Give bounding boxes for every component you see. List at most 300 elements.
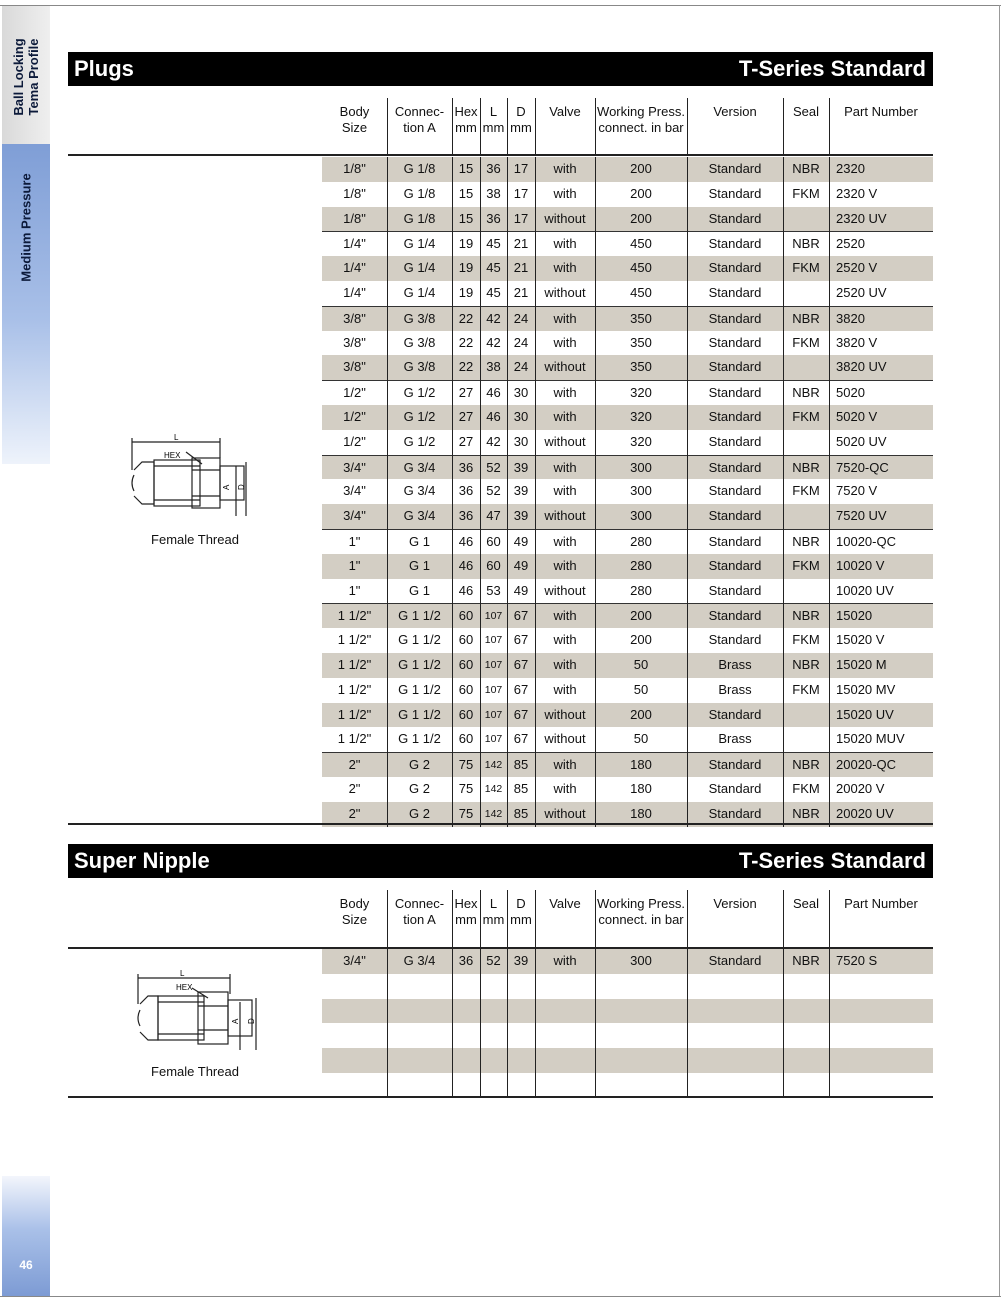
header-rule [68, 154, 933, 156]
cell-pressure [595, 1073, 687, 1098]
cell-seal: FKM [792, 334, 820, 350]
cell-version: Standard [708, 433, 762, 449]
cell-connection: G 2 [409, 805, 430, 821]
cell-connection [387, 1023, 452, 1048]
cell-body-size: 1" [348, 557, 361, 573]
column-divider [535, 157, 536, 827]
cell-hex: 60 [458, 632, 474, 648]
header-line: Connec- [394, 896, 445, 911]
cell-connection: G 3/8 [403, 334, 436, 350]
cell-d [507, 1023, 535, 1048]
cell-pressure: 450 [630, 236, 652, 252]
cell-part-number [829, 1073, 933, 1098]
cell-part-number: 15020 MV [836, 681, 896, 697]
header-valve [535, 104, 595, 120]
cell-part-number: 3820 UV [836, 359, 887, 375]
cell-part-number: 20020 UV [836, 805, 894, 821]
cell-connection: G 3/4 [403, 953, 436, 968]
cell-hex [452, 1073, 480, 1098]
cell-valve: with [553, 408, 577, 424]
cell-seal: NBR [792, 805, 820, 821]
cell-body-size: 1/2" [343, 433, 366, 449]
cell-valve: without [544, 582, 586, 598]
header-body-size [322, 896, 387, 928]
cell-body-size: 2" [348, 780, 361, 796]
cell-valve: with [553, 780, 577, 796]
cell-valve: with [553, 459, 577, 475]
cell-d: 49 [513, 582, 529, 598]
cell-seal: NBR [792, 385, 820, 401]
cell-version [687, 999, 783, 1024]
cell-part-number: 10020 UV [836, 582, 894, 598]
cell-part-number: 2520 [836, 236, 865, 252]
cell-version: Standard [708, 385, 762, 401]
header-column-divider [480, 98, 481, 156]
header-column-divider [535, 98, 536, 156]
cell-seal: FKM [792, 260, 820, 276]
header-line: mm [510, 912, 532, 927]
header-line: mm [482, 912, 505, 927]
header-connection [387, 104, 452, 136]
table-row [322, 355, 933, 380]
cell-pressure: 200 [630, 608, 652, 624]
column-divider [535, 949, 536, 1098]
cell-hex [452, 1023, 480, 1048]
cell-connection: G 1 1/2 [398, 608, 441, 624]
super-nipple-drawing [134, 968, 262, 1059]
cell-pressure: 200 [630, 185, 652, 201]
cell-seal [783, 1073, 829, 1098]
cell-connection: G 1 1/2 [398, 632, 441, 648]
cell-l: 142 [484, 782, 503, 795]
cell-body-size: 1/2" [343, 385, 366, 401]
cell-body-size: 3/8" [343, 359, 366, 375]
cell-pressure: 300 [630, 953, 652, 968]
cell-hex: 19 [458, 236, 474, 252]
cell-part-number: 20020-QC [836, 757, 896, 773]
cell-hex: 46 [458, 582, 474, 598]
cell-seal [783, 430, 829, 455]
cell-hex: 36 [458, 953, 474, 968]
cell-d [507, 1048, 535, 1073]
cell-hex: 75 [458, 780, 474, 796]
table-row [322, 430, 933, 455]
cell-d: 49 [513, 533, 529, 549]
cell-seal: FKM [792, 681, 820, 697]
cell-hex: 75 [458, 805, 474, 821]
header-pressure [595, 104, 687, 136]
cell-d: 21 [513, 260, 529, 276]
drawing-label-l: L [174, 433, 179, 442]
cell-part-number: 5020 UV [836, 433, 887, 449]
column-divider [387, 949, 388, 1098]
cell-connection: G 2 [409, 757, 430, 773]
cell-valve: with [553, 236, 577, 252]
cell-part-number: 15020 UV [836, 706, 894, 722]
super-nipple-title-bar [68, 844, 933, 878]
cell-l: 36 [486, 210, 501, 226]
drawing-caption: Female Thread [151, 532, 239, 547]
cell-part-number: 10020 V [836, 557, 885, 573]
header-column-divider [687, 98, 688, 156]
cell-version: Standard [708, 359, 762, 375]
column-divider [387, 157, 388, 827]
cell-hex: 46 [458, 533, 474, 549]
table-row [322, 182, 933, 207]
cell-part-number: 15020 M [836, 656, 887, 672]
cell-version: Standard [708, 408, 762, 424]
cell-part-number: 15020 MUV [836, 731, 905, 747]
cell-body-size: 1/8" [343, 161, 366, 176]
column-divider [452, 157, 453, 827]
cell-seal: NBR [792, 656, 820, 672]
cell-valve: without [544, 731, 586, 747]
cell-d: 39 [513, 483, 529, 499]
cell-body-size: 1 1/2" [337, 656, 372, 672]
cell-pressure: 50 [633, 656, 649, 672]
cell-version: Standard [708, 557, 762, 573]
cell-d: 24 [513, 310, 529, 326]
cell-valve: with [553, 608, 577, 624]
cell-version: Standard [708, 508, 762, 524]
table-row [322, 207, 933, 232]
cell-pressure: 320 [630, 408, 652, 424]
cell-d: 67 [513, 706, 529, 722]
cell-connection: G 1 1/2 [398, 656, 441, 672]
header-pressure [595, 896, 687, 928]
cell-version [687, 1023, 783, 1048]
cell-pressure: 200 [630, 706, 652, 722]
cell-part-number: 2320 V [836, 185, 878, 201]
cell-l: 38 [486, 359, 501, 375]
cell-seal: FKM [792, 780, 820, 796]
header-part-number [829, 896, 933, 912]
cell-l: 42 [486, 334, 501, 350]
header-line: L [489, 896, 498, 911]
cell-seal [783, 999, 829, 1024]
cell-l: 107 [484, 658, 503, 671]
cell-valve: with [553, 334, 577, 350]
table-row [322, 331, 933, 356]
table-row [322, 999, 933, 1024]
cell-version: Standard [708, 582, 762, 598]
cell-seal: FKM [792, 557, 820, 573]
header-line: mm [455, 912, 477, 927]
cell-hex: 27 [458, 408, 474, 424]
cell-body-size: 3/8" [343, 310, 366, 326]
header-connection [387, 896, 452, 928]
cell-pressure [595, 974, 687, 999]
cell-seal [783, 207, 829, 232]
cell-part-number: 3820 [836, 310, 865, 326]
cell-version: Standard [708, 210, 762, 226]
cell-part-number: 7520-QC [836, 459, 889, 475]
header-line: connect. in bar [598, 120, 684, 135]
cell-connection [387, 974, 452, 999]
cell-body-size: 3/8" [343, 334, 366, 350]
cell-pressure [595, 1023, 687, 1048]
cell-version: Standard [708, 757, 762, 773]
header-l [480, 896, 507, 928]
cell-valve: with [553, 310, 577, 326]
cell-part-number: 10020-QC [836, 533, 896, 549]
cell-seal: FKM [792, 408, 820, 424]
cell-l [480, 1073, 507, 1098]
cell-pressure: 280 [630, 557, 652, 573]
drawing-label-d: D [237, 484, 246, 490]
tab-medium-pressure[interactable] [2, 144, 50, 464]
cell-part-number: 5020 V [836, 408, 878, 424]
cell-part-number: 7520 V [836, 483, 878, 499]
cell-connection: G 1 1/2 [398, 681, 441, 697]
cell-connection: G 3/8 [403, 359, 436, 375]
cell-body-size: 3/4" [343, 953, 366, 968]
cell-hex: 36 [458, 508, 474, 524]
cell-part-number: 20020 V [836, 780, 885, 796]
header-column-divider [535, 890, 536, 948]
cell-seal: NBR [792, 310, 820, 326]
header-line: Seal [792, 896, 820, 911]
cell-version: Standard [708, 780, 762, 796]
cell-l: 46 [486, 408, 501, 424]
table-row [322, 455, 933, 480]
plugs-title-bar [68, 52, 933, 86]
column-divider [480, 949, 481, 1098]
cell-d: 17 [513, 161, 529, 176]
cell-d: 24 [513, 334, 529, 350]
cell-d: 39 [513, 953, 529, 968]
cell-pressure: 280 [630, 582, 652, 598]
cell-body-size [322, 999, 387, 1024]
table-row [322, 405, 933, 430]
header-l [480, 104, 507, 136]
cell-connection: G 1/2 [403, 433, 436, 449]
cell-valve: without [544, 706, 586, 722]
header-line: mm [510, 120, 532, 135]
cell-l: 42 [486, 310, 501, 326]
header-column-divider [480, 890, 481, 948]
cell-seal: NBR [792, 533, 820, 549]
column-divider [829, 157, 830, 827]
cell-d: 17 [513, 185, 529, 201]
table-row [322, 949, 933, 974]
cell-l: 107 [484, 610, 503, 623]
cell-body-size: 1" [348, 533, 361, 549]
cell-hex: 60 [458, 656, 474, 672]
header-column-divider [595, 98, 596, 156]
cell-version: Standard [708, 334, 762, 350]
cell-hex: 46 [458, 557, 474, 573]
cell-hex: 60 [458, 706, 474, 722]
page-number: 46 [19, 1258, 33, 1272]
column-divider [829, 949, 830, 1098]
header-line: tion A [403, 912, 436, 927]
drawing-label-hex: HEX [164, 451, 181, 460]
cell-body-size: 1" [348, 582, 361, 598]
cell-seal: NBR [792, 953, 820, 968]
cell-body-size: 1 1/2" [337, 608, 372, 624]
cell-body-size: 1/4" [343, 236, 366, 252]
header-column-divider [387, 98, 388, 156]
cell-seal: NBR [792, 459, 820, 475]
table-row [322, 554, 933, 579]
cell-version: Standard [708, 533, 762, 549]
cell-pressure: 320 [630, 433, 652, 449]
cell-d [507, 999, 535, 1024]
header-column-divider [507, 98, 508, 156]
cell-valve: without [544, 805, 586, 821]
column-divider [507, 157, 508, 827]
cell-connection: G 1 1/2 [398, 706, 441, 722]
cell-connection: G 1/2 [403, 385, 436, 401]
table-row [322, 529, 933, 554]
section-title: Super Nipple [74, 848, 210, 873]
cell-valve [535, 1023, 595, 1048]
tab-ball-locking[interactable] [2, 6, 50, 144]
header-line: Version [713, 104, 757, 119]
plugs-table [322, 157, 933, 827]
cell-body-size [322, 1023, 387, 1048]
cell-body-size: 2" [348, 757, 361, 773]
cell-valve: with [553, 533, 577, 549]
cell-l: 52 [486, 483, 501, 499]
cell-l [480, 999, 507, 1024]
table-row [322, 231, 933, 256]
table-row [322, 579, 933, 604]
cell-part-number [829, 1048, 933, 1073]
cell-pressure: 320 [630, 385, 652, 401]
column-divider [507, 949, 508, 1098]
cell-pressure: 350 [630, 359, 652, 375]
cell-d: 49 [513, 557, 529, 573]
cell-d [507, 974, 535, 999]
cell-body-size: 1/4" [343, 284, 366, 300]
cell-pressure: 180 [630, 780, 652, 796]
cell-connection: G 1/2 [403, 408, 436, 424]
cell-l: 36 [486, 161, 501, 176]
cell-pressure: 280 [630, 533, 652, 549]
cell-l: 46 [486, 385, 501, 401]
header-line: Version [713, 896, 757, 911]
drawing-label-l: L [180, 969, 185, 978]
cell-seal [783, 281, 829, 306]
column-divider [595, 949, 596, 1098]
cell-seal [783, 974, 829, 999]
cell-seal: NBR [792, 757, 820, 773]
cell-part-number: 7520 S [836, 953, 878, 968]
right-border [999, 5, 1000, 1297]
header-line: connect. in bar [598, 912, 684, 927]
header-line: Connec- [394, 104, 445, 119]
cell-valve: with [553, 757, 577, 773]
cell-pressure: 300 [630, 483, 652, 499]
cell-pressure: 200 [630, 161, 652, 176]
cell-d: 39 [513, 459, 529, 475]
cell-part-number: 15020 [836, 608, 873, 624]
cell-connection: G 3/4 [403, 459, 436, 475]
cell-seal: FKM [792, 632, 820, 648]
table-row [322, 974, 933, 999]
cell-version: Standard [708, 185, 762, 201]
cell-d: 67 [513, 656, 529, 672]
cell-seal [783, 703, 829, 728]
cell-connection: G 1/8 [403, 185, 436, 201]
cell-body-size: 3/4" [343, 508, 366, 524]
cell-version: Standard [708, 236, 762, 252]
table-row [322, 1048, 933, 1073]
sidebar [2, 6, 50, 1296]
table-row [322, 157, 933, 182]
cell-l: 107 [484, 634, 503, 647]
header-part-number [829, 104, 933, 120]
header-line: Hex [454, 896, 478, 911]
table-bottom-rule [68, 1096, 933, 1098]
cell-d: 67 [513, 632, 529, 648]
cell-part-number: 2320 UV [836, 210, 887, 226]
drawing-caption: Female Thread [151, 1064, 239, 1079]
cell-part-number: 3820 V [836, 334, 878, 350]
column-divider [783, 949, 784, 1098]
cell-hex: 27 [458, 433, 474, 449]
cell-connection [387, 999, 452, 1024]
cell-l: 60 [486, 533, 501, 549]
column-divider [687, 949, 688, 1098]
header-version [687, 896, 783, 912]
cell-version: Brass [718, 681, 752, 697]
cell-valve: with [553, 656, 577, 672]
cell-pressure: 350 [630, 310, 652, 326]
header-line: Valve [549, 896, 581, 911]
cell-valve: without [544, 210, 586, 226]
cell-version: Standard [708, 260, 762, 276]
cell-pressure: 180 [630, 805, 652, 821]
cell-hex [452, 1048, 480, 1073]
cell-l [480, 974, 507, 999]
cell-body-size: 1 1/2" [337, 706, 372, 722]
column-divider [480, 157, 481, 827]
cell-version: Standard [708, 706, 762, 722]
cell-hex: 60 [458, 681, 474, 697]
super-nipple-table [322, 949, 933, 1098]
table-row [322, 1023, 933, 1048]
cell-seal: FKM [792, 483, 820, 499]
cell-part-number: 7520 UV [836, 508, 887, 524]
cell-connection: G 3/8 [403, 310, 436, 326]
cell-valve: with [553, 953, 577, 968]
cell-l: 142 [484, 807, 503, 820]
cell-l: 52 [486, 953, 501, 968]
cell-pressure [595, 1048, 687, 1073]
cell-version: Brass [718, 656, 752, 672]
header-line: Part Number [844, 104, 918, 119]
cell-hex: 19 [458, 284, 474, 300]
bottom-border [0, 1296, 1001, 1297]
cell-seal [783, 504, 829, 529]
cell-l: 142 [484, 759, 503, 772]
cell-body-size: 3/4" [343, 459, 366, 475]
header-column-divider [829, 98, 830, 156]
cell-valve [535, 1073, 595, 1098]
cell-hex [452, 974, 480, 999]
tab-label-line1: Ball Locking [11, 38, 26, 116]
cell-connection: G 1/8 [403, 161, 436, 176]
cell-part-number [829, 974, 933, 999]
cell-seal [783, 1048, 829, 1073]
cell-d: 85 [513, 805, 529, 821]
header-d [507, 896, 535, 928]
cell-body-size: 1/2" [343, 408, 366, 424]
cell-seal [783, 727, 829, 752]
